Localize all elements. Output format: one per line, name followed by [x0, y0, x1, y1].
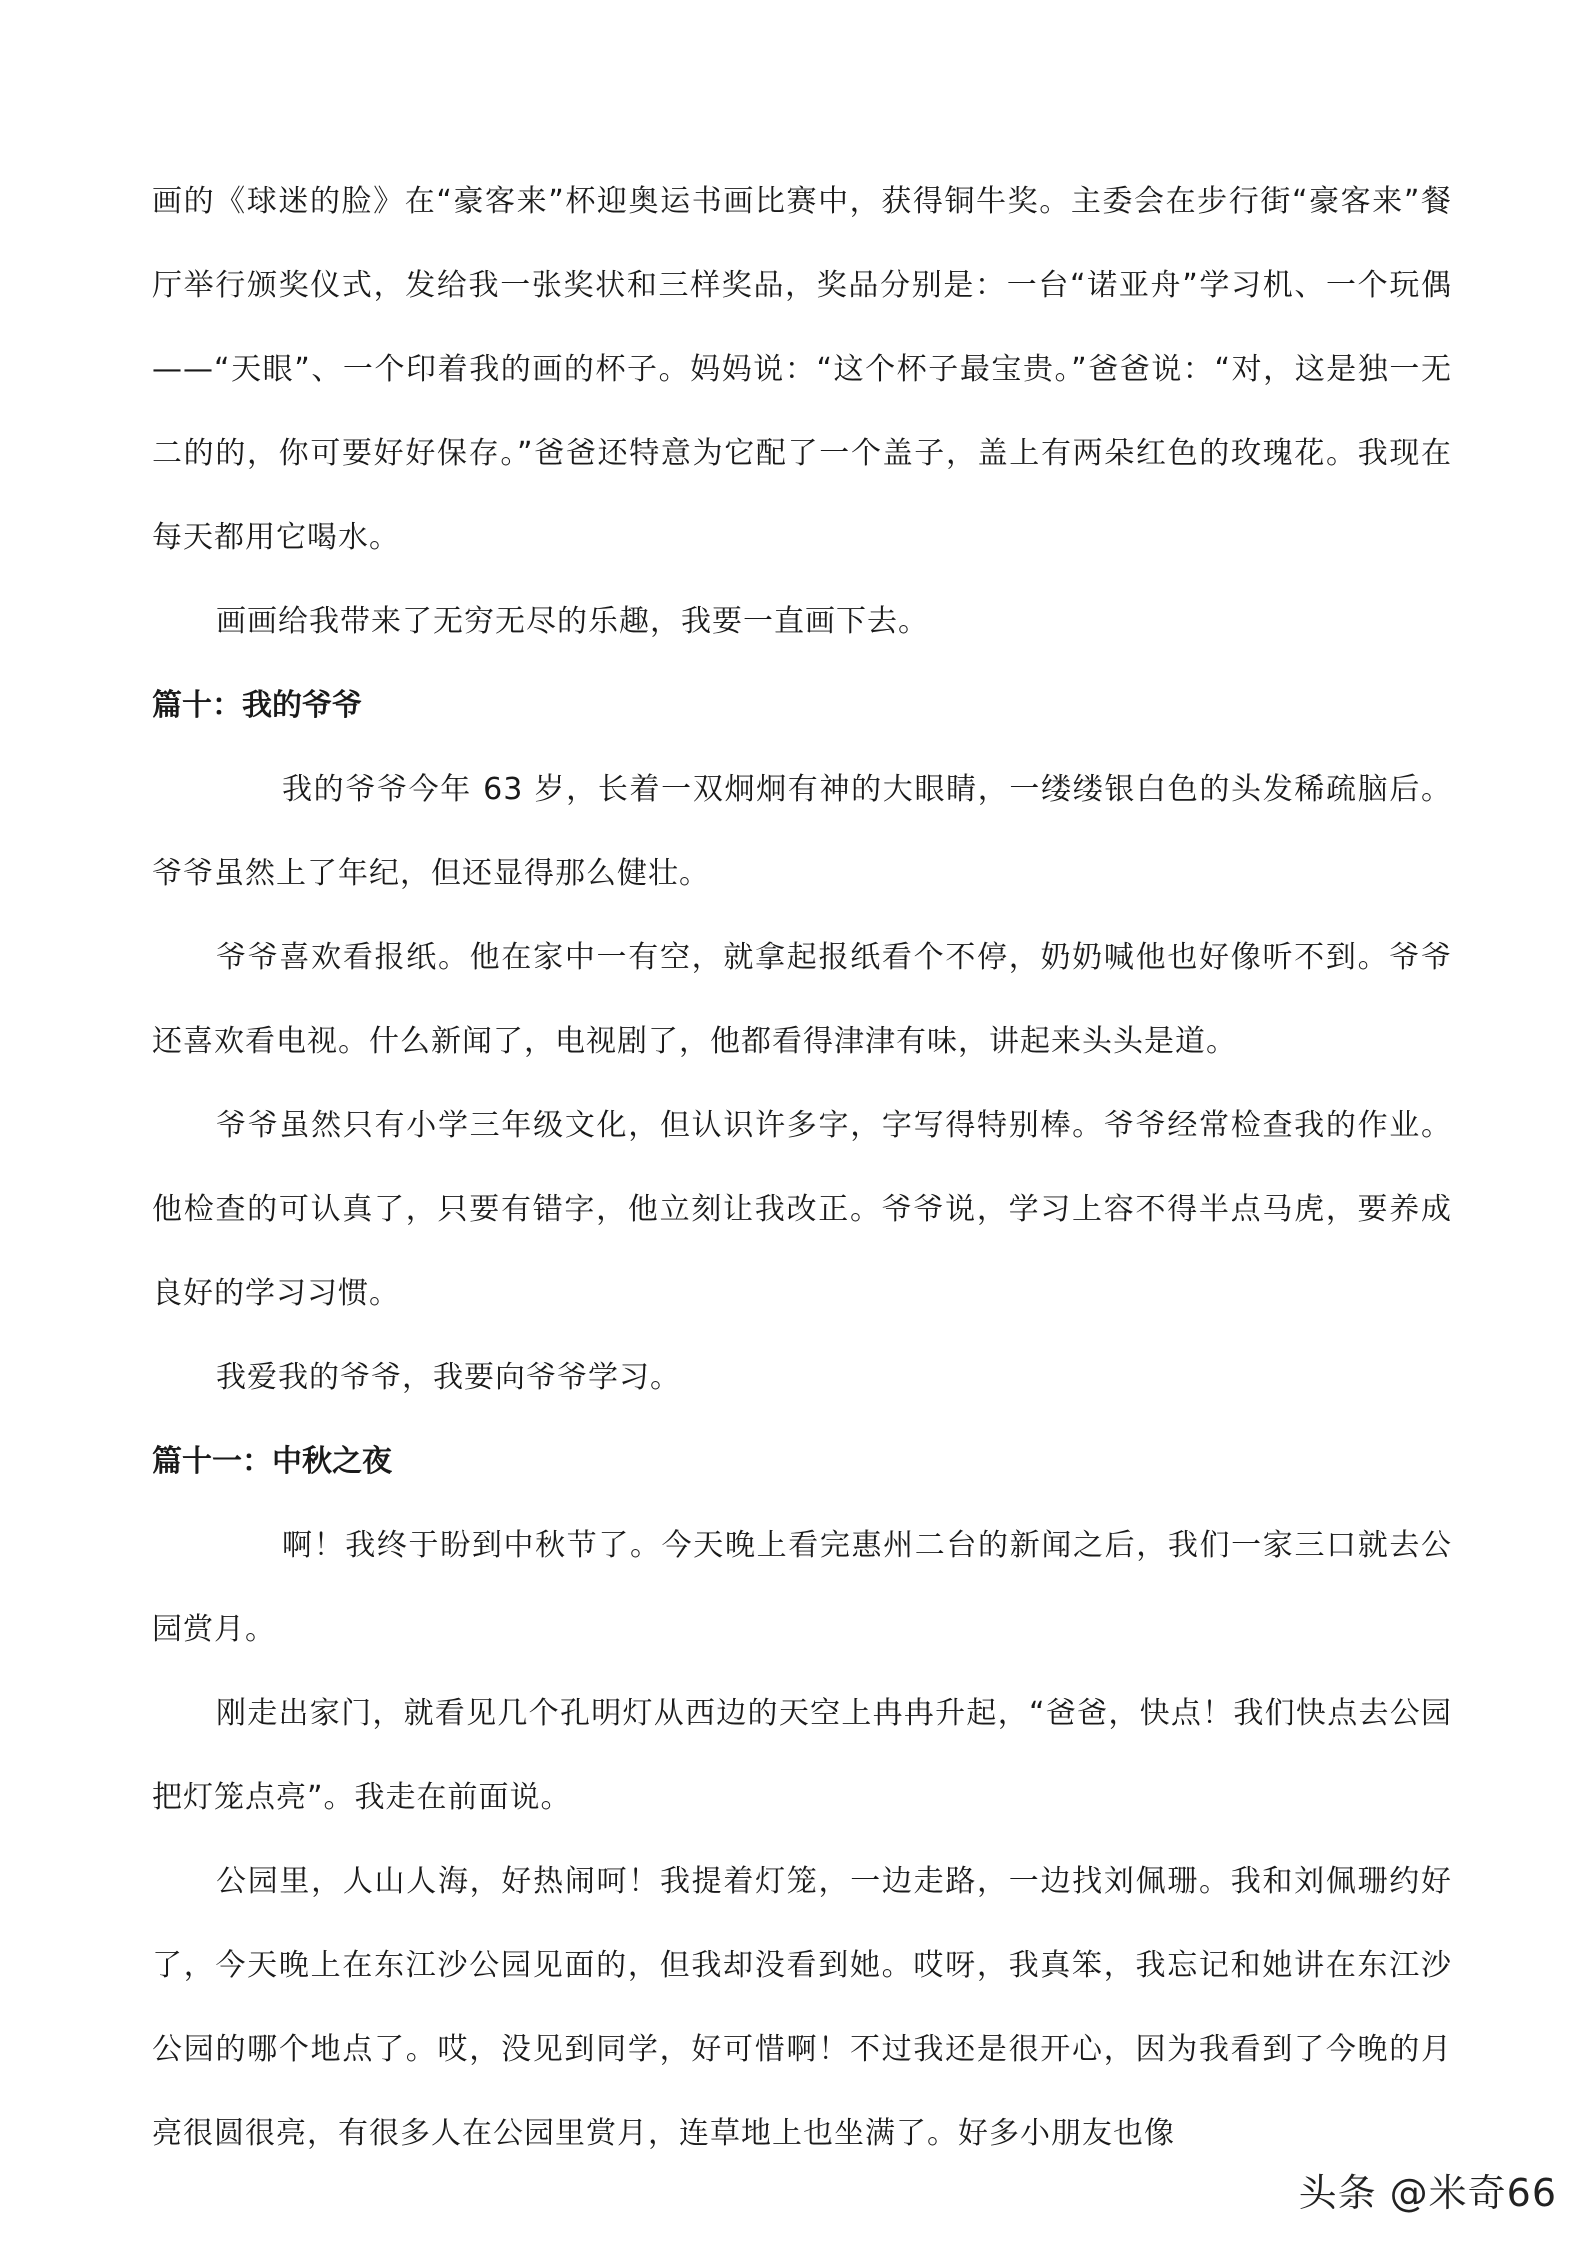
paragraph-3: 我的爷爷今年 63 岁，长着一双炯炯有神的大眼睛，一缕缕银白色的头发稀疏脑后。爷爷虽然上了年纪，但还显得那么健壮。: [152, 772, 1452, 891]
paragraph-7: 啊！我终于盼到中秋节了。今天晚上看完惠州二台的新闻之后，我们一家三口就去公园赏月。: [152, 1528, 1452, 1647]
section-heading-11: 篇十一：中秋之夜: [152, 1444, 392, 1479]
section-heading-10: 篇十：我的爷爷: [152, 688, 362, 723]
watermark-label: 头条 @米奇66: [1298, 2171, 1557, 2215]
paragraph-5: 爷爷虽然只有小学三年级文化，但认识许多字，字写得特别棒。爷爷经常检查我的作业。他检查的可认真了，只要有错字，他立刻让我改正。爷爷说，学习上容不得半点马虎，要养成良好的学习习惯。: [152, 1108, 1452, 1311]
paragraph-4: 爷爷喜欢看报纸。他在家中一有空，就拿起报纸看个不停，奶奶喊他也好像听不到。爷爷还喜欢看电视。什么新闻了，电视剧了，他都看得津津有味，讲起来头头是道。: [152, 940, 1452, 1059]
paragraph-2: 画画给我带来了无穷无尽的乐趣，我要一直画下去。: [216, 604, 929, 639]
paragraph-9: 公园里，人山人海，好热闹呵！我提着灯笼，一边走路，一边找刘佩珊。我和刘佩珊约好了，今天晚上在东江沙公园见面的，但我却没看到她。哎呀，我真笨，我忘记和她讲在东江沙公园的哪个地点了。哎，没见到同学，好可惜啊！不过我还是很开心，因为我看到了今晚的月亮很圆很亮，有很多人在公园里赏月，连草地上也坐满了。好多小朋友也像: [152, 1864, 1452, 2151]
paragraph-1: 画的《球迷的脸》在“豪客来”杯迎奥运书画比赛中，获得铜牛奖。主委会在步行街“豪客来”餐厅举行颁奖仪式，发给我一张奖状和三样奖品，奖品分别是：一台“诺亚舟”学习机、一个玩偶——“天眼”、一个印着我的画的杯子。妈妈说：“这个杯子最宝贵。”爸爸说：“对，这是独一无二的的，你可要好好保存。”爸爸还特意为它配了一个盖子，盖上有两朵红色的玫瑰花。我现在每天都用它喝水。: [152, 184, 1452, 555]
document-body: [152, 160, 1452, 2176]
paragraph-6: 我爱我的爷爷，我要向爷爷学习。: [216, 1360, 681, 1395]
paragraph-8: 刚走出家门，就看见几个孔明灯从西边的天空上冉冉升起，“爸爸，快点！我们快点去公园把灯笼点亮”。我走在前面说。: [152, 1696, 1452, 1815]
